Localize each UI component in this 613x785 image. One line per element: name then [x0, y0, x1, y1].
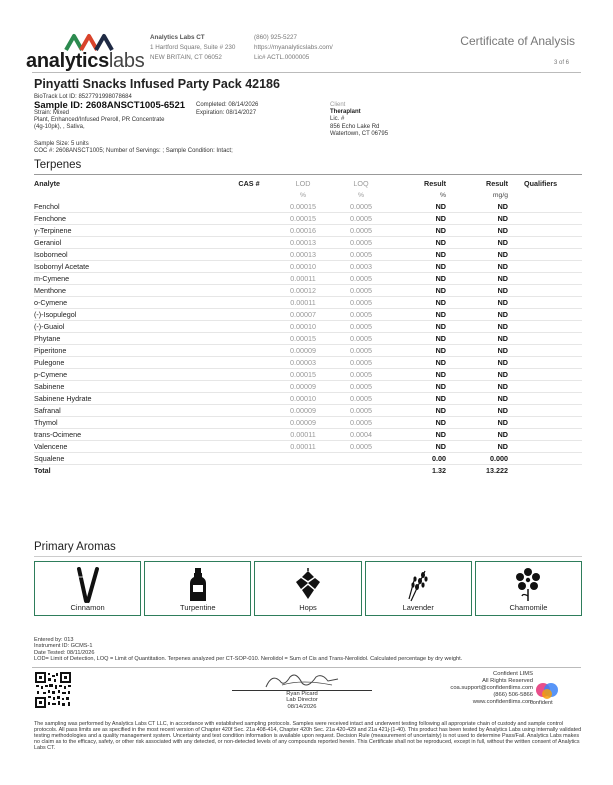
client-license: Lic. #	[330, 116, 345, 123]
qualifiers-cell	[512, 237, 582, 249]
lims-phone: (866) 506-5866	[493, 692, 533, 698]
loq-cell: 0.0005	[332, 201, 390, 213]
result-percent-cell: ND	[390, 309, 450, 321]
analytics-labs-logo-mark-icon	[64, 32, 116, 52]
lims-block	[450, 671, 533, 706]
strain-info	[34, 110, 164, 132]
loq-cell: 0.0005	[332, 309, 390, 321]
table-row	[34, 201, 582, 213]
lims-name: Confident LIMS	[493, 671, 533, 677]
client-name: Theraplant	[330, 109, 361, 116]
result-mgg-cell: ND	[450, 369, 512, 381]
cas-cell	[224, 405, 274, 417]
table-row	[34, 273, 582, 285]
qualifiers-cell	[512, 345, 582, 357]
analyte-cell: m-Cymene	[34, 273, 224, 285]
result-mgg-cell: ND	[450, 321, 512, 333]
qualifiers-cell	[512, 453, 582, 465]
result-percent-cell: ND	[390, 405, 450, 417]
result-mgg-cell: 0.000	[450, 453, 512, 465]
cas-cell	[224, 333, 274, 345]
qualifiers-cell	[512, 441, 582, 453]
result-percent-cell: ND	[390, 417, 450, 429]
result-mgg-cell: ND	[450, 441, 512, 453]
result-percent-cell: ND	[390, 429, 450, 441]
col-qualifiers: Qualifiers	[524, 179, 558, 189]
loq-cell: 0.0005	[332, 381, 390, 393]
disclaimer-text: The sampling was performed by Analytics Labs CT LLC, in accordance with established sampling protocols. Samples were received intact and underwent testing following all appropriate chain of custody and sample control protocols. All pass limits are as specified in the most recent version of Chapter 420f Sec. 21a 408-414, Chapter 420h Sec. 21a 420-429 and 21a 421j-(1-40). This product has been tested by Analytics Labs using internally validated testing methodologies and a quality management system. Uncertainty and test condition information is available upon request. Decision Rule (measurement of uncertainty) is not used to determine Pass/Fail. Analytics Labs makes no claim as to the efficacy, safety, or other risk associated with any detected, or non-detected levels of any compounds reported herein. This Certificate shall not be reproduced, except in full, without the written consent of Analytics Labs CT.	[34, 721, 582, 751]
lod-cell: 0.00009	[274, 381, 332, 393]
cinnamon-icon	[73, 567, 103, 603]
table-row	[34, 357, 582, 369]
col-analyte: Analyte	[34, 179, 60, 189]
result-percent-cell: ND	[390, 369, 450, 381]
entered-by: Entered by: 013	[34, 637, 74, 643]
analyte-cell: Sabinene	[34, 381, 224, 393]
lod-cell: 0.00013	[274, 249, 332, 261]
qr-code-icon[interactable]	[34, 671, 72, 709]
lod-cell: 0.00003	[274, 357, 332, 369]
document-title: Certificate of Analysis	[460, 34, 575, 48]
col-loq: LOQ	[353, 179, 369, 189]
matrix: Plant, Enhanced/Infused Preroll, PR Concentrate	[34, 117, 165, 124]
result-mgg-cell: ND	[450, 333, 512, 345]
aromas-title-rule	[34, 556, 582, 557]
aroma-label-hops: Hops	[299, 603, 317, 612]
aroma-label-cinnamon: Cinnamon	[70, 603, 105, 612]
confident-logo-text: confident	[530, 700, 553, 706]
qualifiers-cell	[512, 333, 582, 345]
result-percent-cell: ND	[390, 297, 450, 309]
lod-cell: 0.00015	[274, 369, 332, 381]
lod-cell: 0.00015	[274, 333, 332, 345]
analyte-cell: p-Cymene	[34, 369, 224, 381]
table-row	[34, 297, 582, 309]
qualifiers-cell	[512, 213, 582, 225]
qualifiers-cell	[512, 393, 582, 405]
terpenes-title-rule	[34, 174, 582, 175]
lab-address-line1: 1 Hartford Square, Suite # 230	[150, 44, 236, 51]
result-percent-cell: ND	[390, 249, 450, 261]
qualifiers-cell	[512, 357, 582, 369]
table-row	[34, 405, 582, 417]
matrix-detail: (4g-10pk), , Sativa,	[34, 124, 85, 131]
lab-address-line2: NEW BRITAIN, CT 06052	[150, 54, 222, 61]
table-row	[34, 213, 582, 225]
client-address2: Watertown, CT 06795	[330, 130, 389, 137]
result-mgg-cell: ND	[450, 213, 512, 225]
cas-cell	[224, 237, 274, 249]
result-mgg-cell: ND	[450, 309, 512, 321]
cas-cell	[224, 369, 274, 381]
flower-icon	[513, 567, 543, 603]
col-result-percent: Result	[424, 179, 446, 189]
analyte-cell: o-Cymene	[34, 297, 224, 309]
cas-cell	[224, 225, 274, 237]
lab-license: Lic# ACTL.0000005	[254, 54, 310, 61]
lavender-icon	[403, 567, 433, 603]
aroma-card-chamomile	[475, 561, 582, 616]
loq-cell: 0.0005	[332, 273, 390, 285]
lod-cell: 0.00010	[274, 261, 332, 273]
qualifiers-cell	[512, 297, 582, 309]
loq-cell: 0.0005	[332, 237, 390, 249]
page-number: 3 of 6	[553, 60, 569, 66]
lod-cell: 0.00011	[274, 297, 332, 309]
result-percent-cell: ND	[390, 381, 450, 393]
cas-cell	[224, 297, 274, 309]
coc-info: COC #: 2608ANSCT1005; Number of Servings: ; Sample Condition: Intact;	[34, 148, 233, 154]
lab-address-block	[150, 33, 235, 63]
lod-cell	[274, 453, 332, 465]
product-name: Pinyatti Snacks Infused Party Pack 42186	[34, 77, 280, 91]
footer-divider	[32, 667, 581, 668]
table-row	[34, 345, 582, 357]
completed-date: Completed: 08/14/2026	[196, 102, 259, 108]
cas-cell	[224, 381, 274, 393]
lod-cell: 0.00010	[274, 393, 332, 405]
col-cas: CAS #	[238, 179, 260, 189]
instrument-id: Instrument ID: GCMS-1	[34, 643, 93, 650]
unit-result-percent: %	[439, 191, 446, 199]
table-row	[34, 429, 582, 441]
loq-cell: 0.0005	[332, 321, 390, 333]
unit-result-mgg: mg/g	[492, 191, 508, 199]
loq-cell	[332, 453, 390, 465]
table-row	[34, 309, 582, 321]
table-row	[34, 417, 582, 429]
cas-cell	[224, 273, 274, 285]
lod-cell: 0.00011	[274, 429, 332, 441]
cas-cell	[224, 213, 274, 225]
table-header-row	[34, 178, 582, 190]
table-row	[34, 453, 582, 465]
strain: Strain: Mixed	[34, 110, 70, 116]
signer-name: Ryan Picard	[286, 691, 318, 697]
table-row	[34, 261, 582, 273]
date-tested: Date Tested: 08/11/2026	[34, 649, 95, 656]
total-label: Total	[34, 465, 224, 477]
analyte-cell: Sabinene Hydrate	[34, 393, 224, 405]
result-percent-cell: ND	[390, 273, 450, 285]
aroma-label-turpentine: Turpentine	[180, 603, 216, 612]
result-percent-cell: ND	[390, 213, 450, 225]
signer-block	[232, 691, 372, 710]
table-row	[34, 237, 582, 249]
table-row	[34, 285, 582, 297]
lab-phone: (860) 925-5227	[254, 34, 298, 41]
cas-cell	[224, 249, 274, 261]
lims-website-link[interactable]: www.confidentlims.com	[472, 699, 533, 705]
qualifiers-cell	[512, 405, 582, 417]
terpenes-section-title: Terpenes	[34, 159, 82, 171]
biotrack-lot-id: BioTrack Lot ID: 8527791998078684	[34, 94, 132, 100]
loq-cell: 0.0005	[332, 345, 390, 357]
table-units-row	[34, 190, 582, 202]
result-mgg-cell: ND	[450, 237, 512, 249]
qualifiers-cell	[512, 369, 582, 381]
result-mgg-cell: ND	[450, 357, 512, 369]
aromas-section-title: Primary Aromas	[34, 541, 116, 553]
result-mgg-cell: ND	[450, 345, 512, 357]
lod-cell: 0.00015	[274, 213, 332, 225]
signer-date: 08/14/2026	[287, 703, 317, 710]
header-divider	[32, 72, 581, 73]
result-mgg-cell: ND	[450, 417, 512, 429]
hops-icon	[293, 567, 323, 603]
cas-cell	[224, 309, 274, 321]
loq-cell: 0.0003	[332, 261, 390, 273]
lod-cell: 0.00009	[274, 417, 332, 429]
analyte-cell: Geraniol	[34, 237, 224, 249]
result-percent-cell: ND	[390, 285, 450, 297]
aroma-card-lavender	[365, 561, 472, 616]
unit-lod: %	[299, 191, 307, 199]
analyte-cell: Isoborneol	[34, 249, 224, 261]
result-percent-cell: ND	[390, 345, 450, 357]
lod-cell: 0.00010	[274, 321, 332, 333]
qualifiers-cell	[512, 381, 582, 393]
col-result-mgg: Result	[486, 179, 508, 189]
cas-cell	[224, 441, 274, 453]
aroma-label-chamomile: Chamomile	[509, 603, 548, 612]
sample-id: Sample ID: 2608ANSCT1005-6521	[34, 100, 186, 111]
lod-cell: 0.00011	[274, 273, 332, 285]
aroma-label-lavender: Lavender	[402, 603, 434, 612]
analyte-cell: Piperitone	[34, 345, 224, 357]
client-address1: 856 Echo Lake Rd	[330, 123, 380, 130]
cas-cell	[224, 357, 274, 369]
loq-cell: 0.0005	[332, 225, 390, 237]
qualifiers-cell	[512, 285, 582, 297]
table-row	[34, 249, 582, 261]
loq-cell: 0.0005	[332, 285, 390, 297]
client-block	[330, 102, 388, 138]
signer-title: Lab Director	[286, 697, 318, 704]
cas-cell	[224, 453, 274, 465]
result-percent-cell: ND	[390, 321, 450, 333]
qualifiers-cell	[512, 429, 582, 441]
bottle-icon	[188, 567, 208, 603]
analyte-cell: Fenchone	[34, 213, 224, 225]
lod-cell: 0.00007	[274, 309, 332, 321]
result-mgg-cell: ND	[450, 273, 512, 285]
qualifiers-cell	[512, 273, 582, 285]
result-percent-cell: ND	[390, 201, 450, 213]
lab-name: Analytics Labs CT	[150, 34, 205, 41]
lod-cell: 0.00013	[274, 237, 332, 249]
analyte-cell: Valencene	[34, 441, 224, 453]
loq-cell: 0.0005	[332, 297, 390, 309]
total-result-mgg: 13.222	[450, 465, 512, 477]
analyte-cell: Isobornyl Acetate	[34, 261, 224, 273]
result-mgg-cell: ND	[450, 405, 512, 417]
result-percent-cell: ND	[390, 357, 450, 369]
lims-rights: All Rights Reserved	[482, 678, 533, 684]
loq-cell: 0.0004	[332, 429, 390, 441]
lod-cell: 0.00009	[274, 345, 332, 357]
analyte-cell: Menthone	[34, 285, 224, 297]
client-label: Client	[330, 102, 346, 108]
lod-cell: 0.00009	[274, 405, 332, 417]
cas-cell	[224, 345, 274, 357]
terpenes-table	[34, 178, 582, 476]
result-mgg-cell: ND	[450, 285, 512, 297]
qualifiers-cell	[512, 225, 582, 237]
cas-cell	[224, 285, 274, 297]
lab-website-link[interactable]: https://myanalyticslabs.com/	[254, 44, 333, 51]
cas-cell	[224, 393, 274, 405]
cas-cell	[224, 261, 274, 273]
table-total-row	[34, 465, 582, 477]
lod-cell: 0.00015	[274, 201, 332, 213]
result-percent-cell: ND	[390, 333, 450, 345]
lod-cell: 0.00011	[274, 441, 332, 453]
loq-cell: 0.0005	[332, 249, 390, 261]
confident-logo-icon	[532, 680, 562, 700]
analyte-cell: Phytane	[34, 333, 224, 345]
result-mgg-cell: ND	[450, 429, 512, 441]
result-mgg-cell: ND	[450, 249, 512, 261]
analyte-cell: Thymol	[34, 417, 224, 429]
result-percent-cell: ND	[390, 237, 450, 249]
analytics-labs-logo-text: analyticslabs	[26, 50, 145, 72]
aroma-card-turpentine	[144, 561, 251, 616]
result-percent-cell: ND	[390, 225, 450, 237]
table-row	[34, 333, 582, 345]
signature-icon	[262, 671, 342, 691]
analyte-cell: Fenchol	[34, 201, 224, 213]
lims-email-link[interactable]: coa.support@confidentlims.com	[450, 685, 533, 691]
result-percent-cell: 0.00	[390, 453, 450, 465]
qualifiers-cell	[512, 309, 582, 321]
analyte-cell: (-)-Isopulegol	[34, 309, 224, 321]
sample-size: Sample Size: 5 units	[34, 141, 89, 147]
result-mgg-cell: ND	[450, 393, 512, 405]
analyte-cell: trans-Ocimene	[34, 429, 224, 441]
loq-cell: 0.0005	[332, 369, 390, 381]
table-row	[34, 441, 582, 453]
cas-cell	[224, 417, 274, 429]
loq-cell: 0.0005	[332, 213, 390, 225]
result-percent-cell: ND	[390, 441, 450, 453]
qualifiers-cell	[512, 201, 582, 213]
analyte-cell: Squalene	[34, 453, 224, 465]
expiration-date: Expiration: 08/14/2027	[196, 110, 257, 116]
analyte-cell: (-)-Guaiol	[34, 321, 224, 333]
result-mgg-cell: ND	[450, 201, 512, 213]
result-mgg-cell: ND	[450, 297, 512, 309]
col-lod: LOD	[295, 179, 311, 189]
qualifiers-cell	[512, 321, 582, 333]
cas-cell	[224, 201, 274, 213]
table-row	[34, 321, 582, 333]
table-row	[34, 369, 582, 381]
analysis-notes	[34, 637, 462, 662]
aromas-row	[34, 561, 582, 616]
qualifiers-cell	[512, 417, 582, 429]
lod-cell: 0.00016	[274, 225, 332, 237]
loq-cell: 0.0005	[332, 393, 390, 405]
loq-cell: 0.0005	[332, 357, 390, 369]
loq-cell: 0.0005	[332, 441, 390, 453]
table-row	[34, 381, 582, 393]
aroma-card-cinnamon	[34, 561, 141, 616]
qualifiers-cell	[512, 261, 582, 273]
result-percent-cell: ND	[390, 261, 450, 273]
result-percent-cell: ND	[390, 393, 450, 405]
qualifiers-cell	[512, 249, 582, 261]
aroma-card-hops	[254, 561, 361, 616]
result-mgg-cell: ND	[450, 381, 512, 393]
loq-cell: 0.0005	[332, 333, 390, 345]
cas-cell	[224, 321, 274, 333]
analyte-cell: Pulegone	[34, 357, 224, 369]
unit-loq: %	[357, 191, 365, 199]
lod-cell: 0.00012	[274, 285, 332, 297]
result-mgg-cell: ND	[450, 261, 512, 273]
table-row	[34, 225, 582, 237]
table-row	[34, 393, 582, 405]
total-result-percent: 1.32	[390, 465, 450, 477]
loq-cell: 0.0005	[332, 417, 390, 429]
cas-cell	[224, 429, 274, 441]
lab-contact-block	[254, 33, 333, 63]
analyte-cell: γ-Terpinene	[34, 225, 224, 237]
result-mgg-cell: ND	[450, 225, 512, 237]
lod-note: LOD= Limit of Detection, LOQ = Limit of Quantitation. Terpenes analyzed per CT-SOP-010. Nerolidol = Sum of Cis and Trans-Nerolidol. Calculated percentage by dry weight.	[34, 655, 463, 662]
analyte-cell: Safranal	[34, 405, 224, 417]
loq-cell: 0.0005	[332, 405, 390, 417]
